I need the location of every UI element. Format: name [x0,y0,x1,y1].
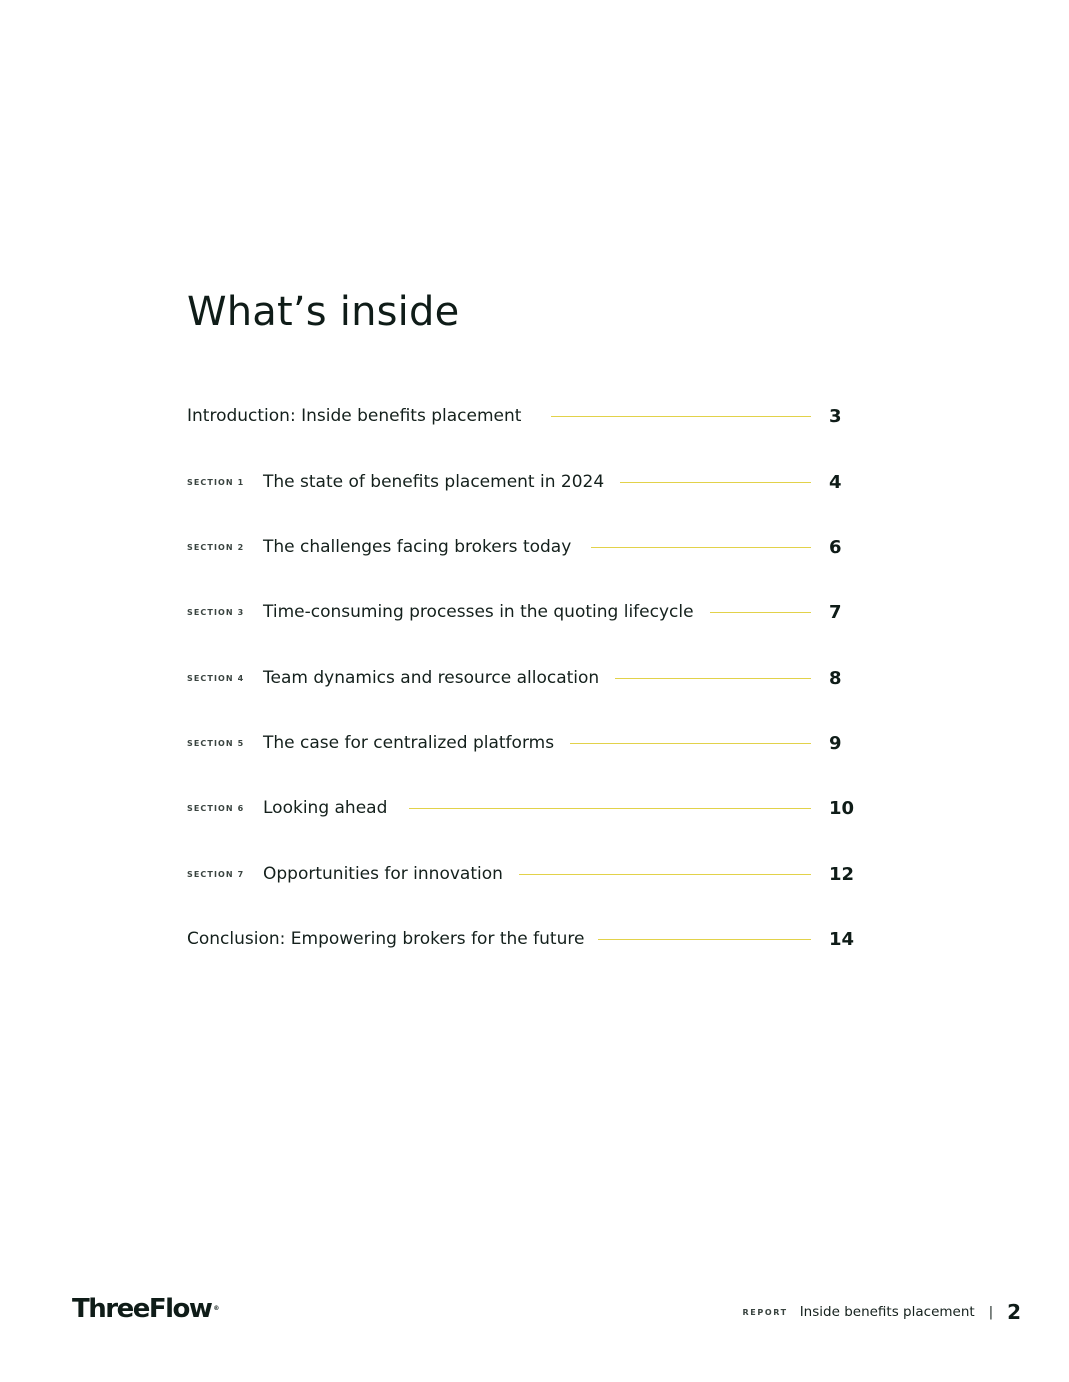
toc-row-conclusion[interactable] [187,924,867,954]
page-footer [743,1298,1021,1326]
toc-entry-title[interactable]: Conclusion: Empowering brokers for the future [187,929,585,949]
toc-page-number: 9 [829,732,842,754]
toc-row-section-4[interactable] [187,663,867,693]
toc-row-section-7[interactable] [187,859,867,889]
registered-mark: ® [213,1305,220,1312]
toc-page-number: 14 [829,928,855,950]
toc-entry-title[interactable]: Looking ahead [263,798,388,818]
section-label: SECTION 3 [187,607,245,617]
table-of-contents [187,0,867,1000]
threeflow-logo [72,1292,219,1326]
toc-page-number: 10 [829,797,855,819]
footer-document-title: Inside benefits placement [799,1304,975,1320]
section-label: SECTION 6 [187,803,245,813]
toc-entry-title[interactable]: Opportunities for innovation [263,864,503,884]
section-label: SECTION 5 [187,738,245,748]
toc-row-section-5[interactable] [187,728,867,758]
leader-line [409,808,811,809]
toc-entry-title[interactable]: The state of benefits placement in 2024 [263,472,605,492]
section-label: SECTION 4 [187,673,245,683]
leader-line [519,874,811,875]
footer-separator: | [988,1304,994,1320]
toc-entry-title[interactable]: Introduction: Inside benefits placement [187,406,522,426]
toc-row-section-3[interactable] [187,597,867,627]
logo-wordmark: ThreeFlow [72,1294,212,1324]
leader-line [598,939,811,940]
toc-page-number: 4 [829,471,842,493]
leader-line [570,743,811,744]
toc-entry-title[interactable]: The case for centralized platforms [263,733,555,753]
toc-page-number: 12 [829,863,855,885]
section-label: SECTION 2 [187,542,245,552]
toc-entry-title[interactable]: Team dynamics and resource allocation [263,668,600,688]
toc-page-number: 3 [829,405,842,427]
toc-row-section-2[interactable] [187,532,867,562]
toc-page-number: 8 [829,667,842,689]
toc-row-introduction[interactable] [187,401,867,431]
leader-line [591,547,811,548]
toc-row-section-1[interactable] [187,467,867,497]
toc-row-section-6[interactable] [187,793,867,823]
page-title: What’s inside [187,289,460,335]
toc-page-number: 6 [829,536,842,558]
leader-line [710,612,811,613]
section-label: SECTION 7 [187,869,245,879]
toc-page-number: 7 [829,601,842,623]
leader-line [620,482,811,483]
section-label: SECTION 1 [187,477,245,487]
toc-entry-title[interactable]: The challenges facing brokers today [263,537,572,557]
leader-line [615,678,811,679]
toc-entry-title[interactable]: Time-consuming processes in the quoting lifecycle [263,602,694,622]
footer-page-number: 2 [1007,1300,1021,1324]
footer-report-label: REPORT [742,1307,788,1317]
leader-line [551,416,811,417]
